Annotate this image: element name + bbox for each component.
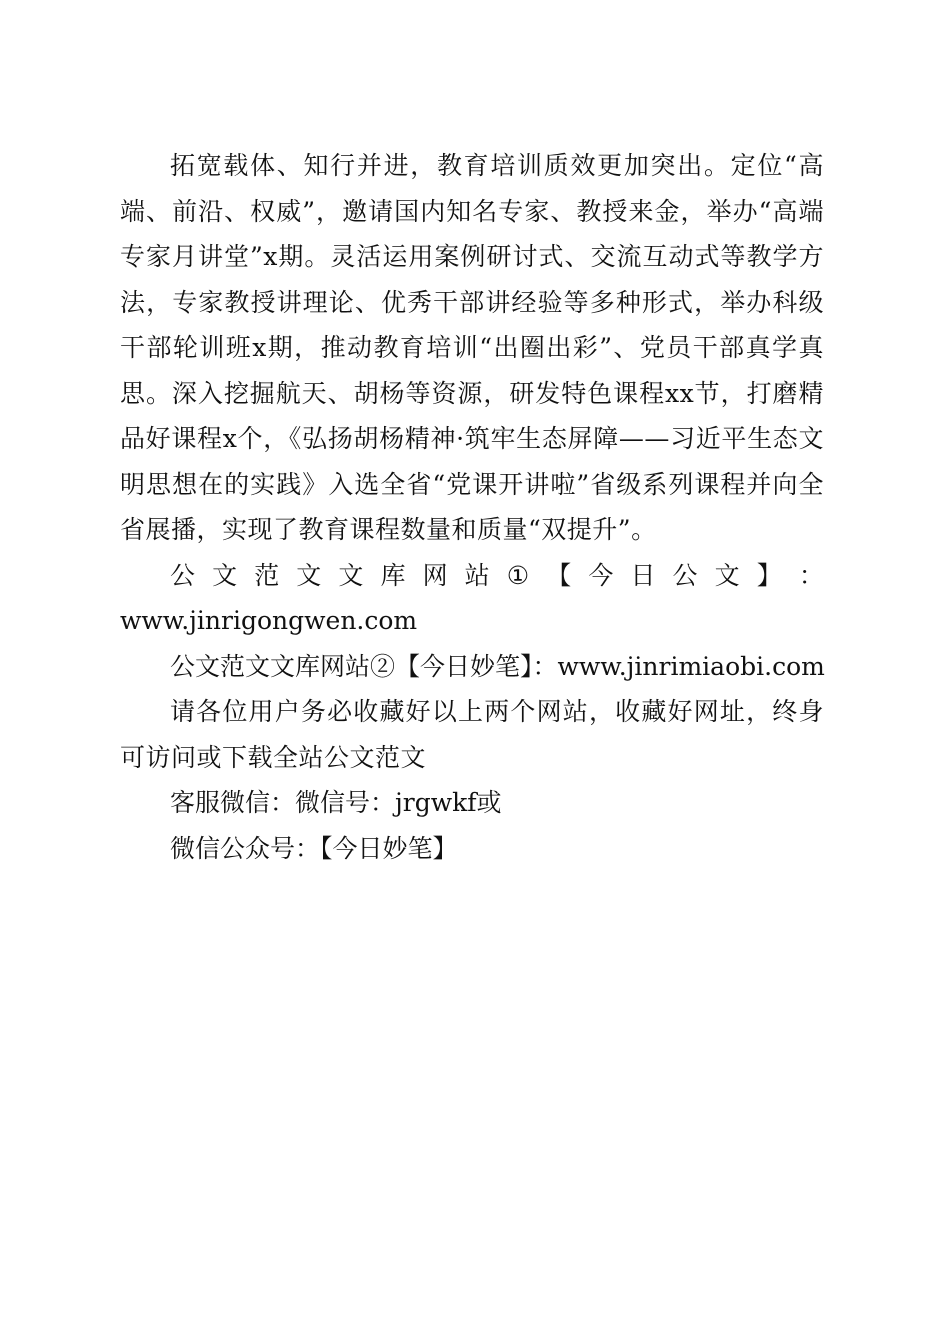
body-paragraph: 拓宽载体、知行并进，教育培训质效更加突出。定位“高端、前沿、权威”，邀请国内知名专家、教授来金，举办“高端专家月讲堂”x期。灵活运用案例研讨式、交流互动式等教学方法，专家教授讲理论、优秀干部讲经验等多种形式，举办科级干部轮训班x期，推动教育培训“出圈出彩”、党员干部真学真思。深入挖掘航天、胡杨等资源，研发特色课程xx节，打磨精品好课程x个，《弘扬胡杨精神·筑牢生态屏障——习近平生态文明思想在的实践》入选全省“党课开讲啦”省级系列课程并向全省展播，实现了教育课程数量和质量“双提升”。 — [120, 151, 824, 544]
site1-label-char: 公 — [672, 560, 698, 590]
site1-label-char: 范 — [254, 560, 280, 590]
site1-label-char: 文 — [296, 560, 322, 590]
site1-label-char: 【 — [546, 560, 572, 590]
site1-label-char: 站 — [464, 560, 490, 590]
site1-label-char: 文 — [212, 560, 238, 590]
site1-label-char: 日 — [630, 560, 656, 590]
wechat-official: 微信公众号：【今日妙笔】 — [170, 833, 458, 863]
site1-label-char: 】 — [756, 560, 782, 590]
site1-label-char: ① — [506, 560, 530, 590]
site1-label-char: 文 — [338, 560, 364, 590]
document-body — [120, 143, 824, 871]
site1-label — [120, 553, 824, 599]
site1-url[interactable]: www.jinrigongwen.com — [120, 606, 418, 635]
site1-label-char: 文 — [714, 560, 740, 590]
wechat-service: 客服微信：微信号：jrgwkf或 — [170, 788, 502, 817]
site2-line[interactable]: 公文范文文库网站②【今日妙笔】：www.jinrimiaobi.com — [170, 651, 825, 681]
site1-label-char: 网 — [422, 560, 448, 590]
site1-label-char: 库 — [380, 560, 406, 590]
reminder-text: 请各位用户务必收藏好以上两个网站，收藏好网址，终身可访问或下载全站公文范文 — [120, 697, 824, 772]
site1-label-char: 公 — [170, 560, 196, 590]
site1-label-char: ： — [798, 560, 824, 590]
site1-label-char: 今 — [588, 560, 614, 590]
